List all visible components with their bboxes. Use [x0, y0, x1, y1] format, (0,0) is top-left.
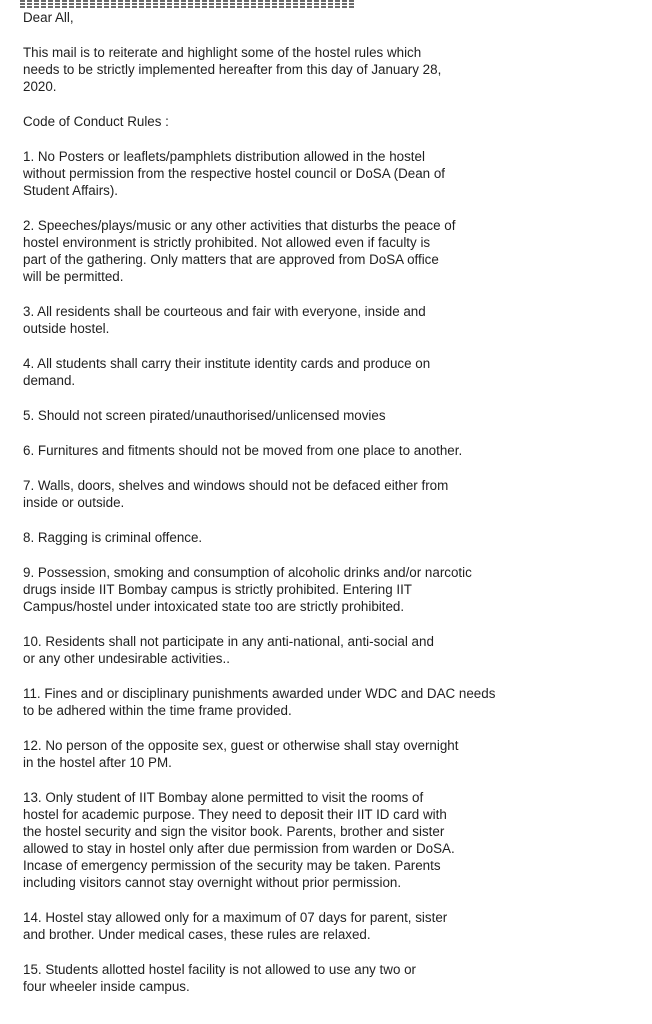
rule-2: 2. Speeches/plays/music or any other activities that disturbs the peace of hostel environment is strictly prohibited. Not allowed even if faculty is part of the gathering. Only matters that are approved from DoSA office will be permitted.	[23, 218, 456, 284]
rule-8: 8. Ragging is criminal offence.	[23, 530, 203, 545]
rule-6: 6. Furnitures and fitments should not be moved from one place to another.	[23, 443, 463, 458]
mail-body	[23, 9, 643, 1012]
rule-14: 14. Hostel stay allowed only for a maximum of 07 days for parent, sister and brother. Under medical cases, these rules are relaxed.	[23, 910, 448, 942]
rule-13: 13. Only student of IIT Bombay alone permitted to visit the rooms of hostel for academic purpose. They need to deposit their IIT ID card with the hostel security and sign the visitor book. Parents, brother and sister allowed to stay in hostel only after due permission from warden or DoSA. Incase of emergency permission of the security may be taken. Parents including visitors cannot stay overnight without prior permission.	[23, 790, 455, 890]
rule-5: 5. Should not screen pirated/unauthorised/unlicensed movies	[23, 408, 386, 423]
intro-paragraph: This mail is to reiterate and highlight some of the hostel rules which needs to be strictly implemented hereafter from this day of January 28, 2020.	[23, 45, 442, 94]
rule-11: 11. Fines and or disciplinary punishments awarded under WDC and DAC needs to be adhered within the time frame provided.	[23, 686, 496, 718]
rule-3: 3. All residents shall be courteous and fair with everyone, inside and outside hostel.	[23, 304, 426, 336]
rule-12: 12. No person of the opposite sex, guest or otherwise shall stay overnight in the hostel after 10 PM.	[23, 738, 459, 770]
rule-9: 9. Possession, smoking and consumption of alcoholic drinks and/or narcotic drugs inside IIT Bombay campus is strictly prohibited. Entering IIT Campus/hostel under intoxicated state too are strictly prohibited.	[23, 565, 472, 614]
rule-4: 4. All students shall carry their institute identity cards and produce on demand.	[23, 356, 431, 388]
top-divider	[20, 0, 356, 8]
rule-15: 15. Students allotted hostel facility is not allowed to use any two or four wheeler inside campus.	[23, 962, 417, 994]
rules-list	[23, 148, 643, 995]
rule-1: 1. No Posters or leaflets/pamphlets distribution allowed in the hostel without permission from the respective hostel council or DoSA (Dean of Student Affairs).	[23, 149, 446, 198]
rule-7: 7. Walls, doors, shelves and windows should not be defaced either from inside or outside.	[23, 478, 449, 510]
section-heading: Code of Conduct Rules :	[23, 114, 169, 129]
rule-10: 10. Residents shall not participate in any anti-national, anti-social and or any other undesirable activities..	[23, 634, 434, 666]
greeting: Dear All,	[23, 10, 74, 25]
